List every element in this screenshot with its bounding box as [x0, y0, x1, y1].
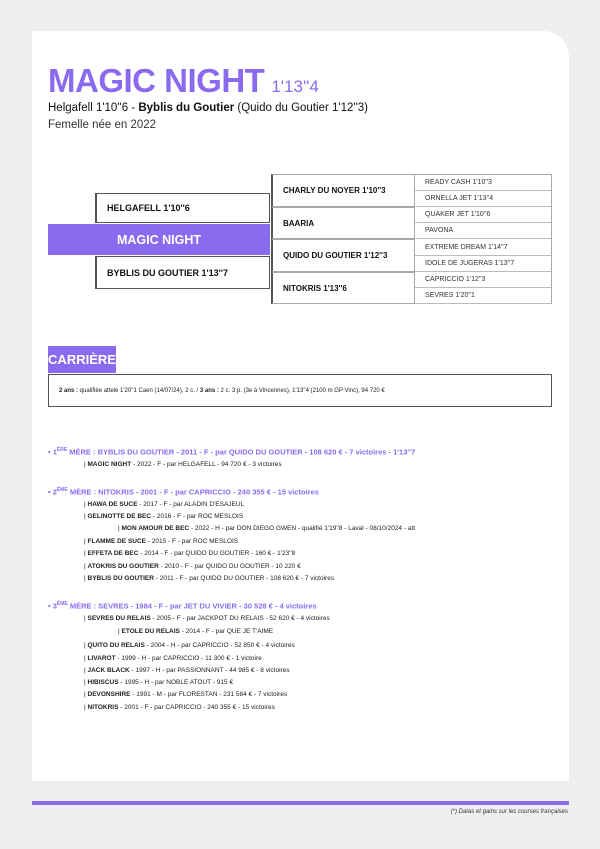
footnote: (*) Datas et gains sur les courses françaises [450, 809, 568, 815]
product-row: | HAWA DE SUCE - 2017 - F - par ALADIN D'ESAJEUL [84, 501, 245, 508]
product-row: | SEVRES DU RELAIS - 2005 - F - par JACKPOT DU RELAIS - 52 620 € - 4 victoires [84, 615, 330, 622]
pedigree-ggp-2: ORNELLA JET 1'13''4 [415, 191, 552, 207]
career-text-3: 2 c. 3 p. (3e à Vincennes), 1'13''4 (2100 m GP Vinc), 94 720 € [218, 387, 385, 394]
horse-record: 1'13''4 [271, 77, 319, 96]
career-summary [48, 374, 552, 407]
product-row: | JACK BLACK - 1997 - H - par PASSIONNANT - 44 985 € - 8 victoires [84, 667, 290, 674]
product-row: | EFFETA DE BEC - 2014 - F - par QUIDO DU GOUTIER - 160 € - 1'23''8 [84, 550, 296, 557]
career-age-3: 3 ans : [199, 387, 219, 394]
product-row: | ETOLE DU RELAIS - 2014 - F - par QUE JE T'AIME [118, 628, 274, 635]
mother-3-heading: • 3ÈME MÈRE : SEVRES - 1984 - F - par JET DU VIVIER - 30 528 € - 4 victoires [48, 601, 317, 611]
product-row: | MAGIC NIGHT - 2022 - F - par HELGAFELL - 94 720 € - 3 victoires [84, 461, 282, 468]
product-row: | DEVONSHIRE - 1991 - M - par FLORESTAN - 231 584 € - 7 victoires [84, 691, 288, 698]
product-row: | ATOKRIS DU GOUTIER - 2010 - F - par QUIDO DU GOUTIER - 10 220 € [84, 563, 301, 570]
pedigree-ggp-6: IDOLE DE JUGERAS 1'13''7 [415, 256, 552, 272]
pedigree-ggp-1: READY CASH 1'10''3 [415, 174, 552, 191]
career-text-2: qualifiée attelé 1'20''1 Caen (14/07/24), 2 c. / [78, 387, 200, 394]
product-row: | GELINOTTE DE BEC - 2016 - F - par ROC MESLOIS [84, 513, 244, 520]
pedigree-ggp-7: CAPRICCIO 1'12''3 [415, 272, 552, 288]
product-row: | BYBLIS DU GOUTIER - 2011 - F - par QUIDO DU GOUTIER - 108 620 € - 7 victoires [84, 575, 335, 582]
career-section-label: CARRIÈRE [48, 346, 116, 373]
pedigree-ggp-4: PAVONA [415, 223, 552, 239]
horse-name: MAGIC NIGHT [48, 62, 265, 99]
career-age-2: 2 ans : [59, 387, 79, 394]
product-row: | LIVAROT - 1999 - H - par CAPRICCIO - 11 300 € - 1 victoire [84, 655, 262, 662]
pedigree-gp-4: NITOKRIS 1'13''6 [271, 272, 415, 304]
pedigree-horse: MAGIC NIGHT [48, 224, 270, 255]
pedigree-ggp-8: SEVRES 1'20''1 [415, 288, 552, 304]
product-row: | HIBISCUS - 1995 - H - par NOBLE ATOUT - 915 € [84, 679, 234, 686]
mother-2-heading: • 2ÈME MÈRE : NITOKRIS - 2001 - F - par CAPRICCIO - 240 355 € - 15 victoires [48, 487, 319, 497]
mother-1-heading: • 1ÈRE MÈRE : BYBLIS DU GOUTIER - 2011 - F - par QUIDO DU GOUTIER - 108 620 € - 7 victoires - 1'13''7 [48, 447, 416, 457]
product-row: | MON AMOUR DE BEC - 2022 - H - par DON DIEGO GWEN - qualifié 1'19''8 - Laval - 08/10/2024 - att [118, 525, 416, 532]
horse-title [48, 62, 319, 100]
footer-rule [32, 801, 569, 805]
sex-birth-line: Femelle née en 2022 [48, 119, 157, 131]
product-row: | QUITO DU RELAIS - 2004 - H - par CAPRICCIO - 52 850 € - 4 victoires [84, 642, 295, 649]
dam-name-line: Byblis du Goutier [138, 102, 235, 114]
parentage-line [48, 102, 368, 114]
pedigree-ggp-5: EXTREME DREAM 1'14''7 [415, 239, 552, 256]
pedigree-dam: BYBLIS DU GOUTIER 1'13''7 [95, 256, 270, 289]
pedigree-ggp-3: QUAKER JET 1'10''6 [415, 207, 552, 223]
pedigree-gp-1: CHARLY DU NOYER 1'10''3 [271, 174, 415, 207]
product-row: | NITOKRIS - 2001 - F - par CAPRICCIO - 240 355 € - 15 victoires [84, 704, 275, 711]
product-row: | FLAMME DE SUCE - 2015 - F - par ROC MESLOIS [84, 538, 239, 545]
pedigree-gp-3: QUIDO DU GOUTIER 1'12''3 [271, 239, 415, 272]
dam-sire-line: (Quido du Goutier 1'12''3) [234, 102, 368, 114]
pedigree-gp-2: BAARIA [271, 207, 415, 239]
pedigree-sire: HELGAFELL 1'10''6 [95, 193, 270, 223]
sire-name-line: Helgafell 1'10''6 - [48, 102, 139, 114]
